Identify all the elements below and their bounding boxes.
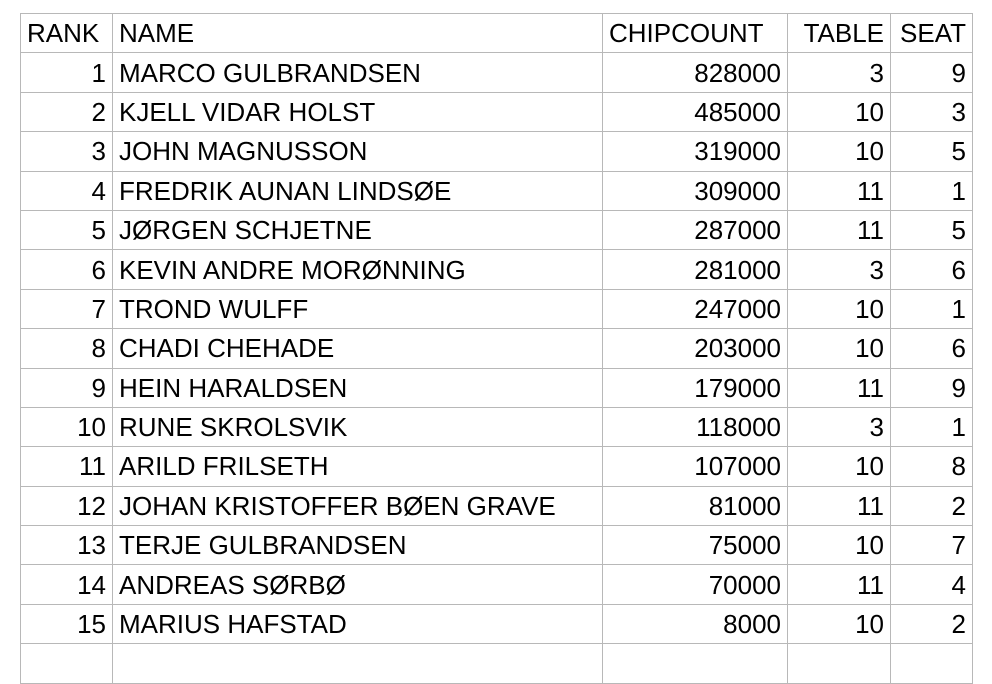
cell-table[interactable]: 3 bbox=[788, 250, 891, 289]
table-row bbox=[21, 407, 973, 446]
cell-table[interactable]: 11 bbox=[788, 171, 891, 210]
cell-chipcount[interactable]: 309000 bbox=[603, 171, 788, 210]
table-row bbox=[21, 604, 973, 643]
cell-chipcount[interactable]: 203000 bbox=[603, 329, 788, 368]
cell-name[interactable]: RUNE SKROLSVIK bbox=[113, 407, 603, 446]
cell-chipcount[interactable]: 179000 bbox=[603, 368, 788, 407]
cell-seat[interactable]: 6 bbox=[891, 250, 973, 289]
cell-table[interactable]: 10 bbox=[788, 329, 891, 368]
cell-name[interactable]: MARCO GULBRANDSEN bbox=[113, 53, 603, 92]
cell-chipcount[interactable]: 247000 bbox=[603, 289, 788, 328]
cell-name[interactable]: KEVIN ANDRE MORØNNING bbox=[113, 250, 603, 289]
cell-seat[interactable]: 5 bbox=[891, 210, 973, 249]
table-row bbox=[21, 329, 973, 368]
cell-chipcount[interactable]: 81000 bbox=[603, 486, 788, 525]
cell-seat[interactable]: 9 bbox=[891, 53, 973, 92]
cell-name[interactable]: TROND WULFF bbox=[113, 289, 603, 328]
table-row bbox=[21, 171, 973, 210]
cell-chipcount[interactable]: 485000 bbox=[603, 92, 788, 131]
table-row bbox=[21, 447, 973, 486]
empty-cell[interactable] bbox=[113, 644, 603, 683]
table-row bbox=[21, 486, 973, 525]
cell-rank[interactable]: 3 bbox=[21, 132, 113, 171]
cell-seat[interactable]: 5 bbox=[891, 132, 973, 171]
table-row bbox=[21, 526, 973, 565]
table-row bbox=[21, 250, 973, 289]
cell-seat[interactable]: 7 bbox=[891, 526, 973, 565]
header-table[interactable]: TABLE bbox=[788, 14, 891, 53]
table-row bbox=[21, 210, 973, 249]
cell-table[interactable]: 10 bbox=[788, 447, 891, 486]
cell-seat[interactable]: 6 bbox=[891, 329, 973, 368]
cell-chipcount[interactable]: 281000 bbox=[603, 250, 788, 289]
cell-table[interactable]: 10 bbox=[788, 289, 891, 328]
cell-seat[interactable]: 1 bbox=[891, 171, 973, 210]
cell-table[interactable]: 10 bbox=[788, 604, 891, 643]
table-row bbox=[21, 92, 973, 131]
cell-rank[interactable]: 1 bbox=[21, 53, 113, 92]
cell-rank[interactable]: 4 bbox=[21, 171, 113, 210]
cell-table[interactable]: 3 bbox=[788, 407, 891, 446]
cell-name[interactable]: JOHN MAGNUSSON bbox=[113, 132, 603, 171]
cell-table[interactable]: 11 bbox=[788, 486, 891, 525]
cell-rank[interactable]: 15 bbox=[21, 604, 113, 643]
cell-table[interactable]: 10 bbox=[788, 92, 891, 131]
cell-table[interactable]: 11 bbox=[788, 368, 891, 407]
cell-seat[interactable]: 2 bbox=[891, 604, 973, 643]
cell-rank[interactable]: 2 bbox=[21, 92, 113, 131]
empty-cell[interactable] bbox=[788, 644, 891, 683]
cell-table[interactable]: 11 bbox=[788, 210, 891, 249]
table-row bbox=[21, 289, 973, 328]
cell-chipcount[interactable]: 8000 bbox=[603, 604, 788, 643]
cell-rank[interactable]: 10 bbox=[21, 407, 113, 446]
empty-row bbox=[21, 644, 973, 683]
cell-rank[interactable]: 12 bbox=[21, 486, 113, 525]
cell-rank[interactable]: 5 bbox=[21, 210, 113, 249]
cell-seat[interactable]: 2 bbox=[891, 486, 973, 525]
cell-rank[interactable]: 14 bbox=[21, 565, 113, 604]
cell-chipcount[interactable]: 828000 bbox=[603, 53, 788, 92]
cell-seat[interactable]: 9 bbox=[891, 368, 973, 407]
cell-chipcount[interactable]: 107000 bbox=[603, 447, 788, 486]
cell-chipcount[interactable]: 118000 bbox=[603, 407, 788, 446]
table-row bbox=[21, 565, 973, 604]
cell-name[interactable]: MARIUS HAFSTAD bbox=[113, 604, 603, 643]
chipcount-table bbox=[20, 13, 973, 684]
cell-chipcount[interactable]: 319000 bbox=[603, 132, 788, 171]
cell-seat[interactable]: 1 bbox=[891, 407, 973, 446]
cell-seat[interactable]: 4 bbox=[891, 565, 973, 604]
table-row bbox=[21, 53, 973, 92]
cell-chipcount[interactable]: 70000 bbox=[603, 565, 788, 604]
cell-rank[interactable]: 8 bbox=[21, 329, 113, 368]
table-row bbox=[21, 132, 973, 171]
empty-cell[interactable] bbox=[603, 644, 788, 683]
cell-name[interactable]: TERJE GULBRANDSEN bbox=[113, 526, 603, 565]
cell-rank[interactable]: 6 bbox=[21, 250, 113, 289]
header-row bbox=[21, 14, 973, 53]
cell-name[interactable]: CHADI CHEHADE bbox=[113, 329, 603, 368]
cell-name[interactable]: KJELL VIDAR HOLST bbox=[113, 92, 603, 131]
header-name[interactable]: NAME bbox=[113, 14, 603, 53]
cell-table[interactable]: 10 bbox=[788, 526, 891, 565]
cell-seat[interactable]: 3 bbox=[891, 92, 973, 131]
cell-rank[interactable]: 13 bbox=[21, 526, 113, 565]
cell-seat[interactable]: 1 bbox=[891, 289, 973, 328]
header-seat[interactable]: SEAT bbox=[891, 14, 973, 53]
cell-chipcount[interactable]: 287000 bbox=[603, 210, 788, 249]
cell-rank[interactable]: 11 bbox=[21, 447, 113, 486]
cell-name[interactable]: JØRGEN SCHJETNE bbox=[113, 210, 603, 249]
cell-name[interactable]: FREDRIK AUNAN LINDSØE bbox=[113, 171, 603, 210]
empty-cell[interactable] bbox=[891, 644, 973, 683]
cell-table[interactable]: 3 bbox=[788, 53, 891, 92]
cell-seat[interactable]: 8 bbox=[891, 447, 973, 486]
cell-name[interactable]: ARILD FRILSETH bbox=[113, 447, 603, 486]
cell-name[interactable]: JOHAN KRISTOFFER BØEN GRAVE bbox=[113, 486, 603, 525]
cell-name[interactable]: ANDREAS SØRBØ bbox=[113, 565, 603, 604]
cell-table[interactable]: 11 bbox=[788, 565, 891, 604]
header-chipcount[interactable]: CHIPCOUNT bbox=[603, 14, 788, 53]
cell-rank[interactable]: 7 bbox=[21, 289, 113, 328]
table-row bbox=[21, 368, 973, 407]
empty-cell[interactable] bbox=[21, 644, 113, 683]
cell-table[interactable]: 10 bbox=[788, 132, 891, 171]
cell-rank[interactable]: 9 bbox=[21, 368, 113, 407]
cell-name[interactable]: HEIN HARALDSEN bbox=[113, 368, 603, 407]
header-rank[interactable]: RANK bbox=[21, 14, 113, 53]
table-body bbox=[21, 14, 973, 684]
cell-chipcount[interactable]: 75000 bbox=[603, 526, 788, 565]
